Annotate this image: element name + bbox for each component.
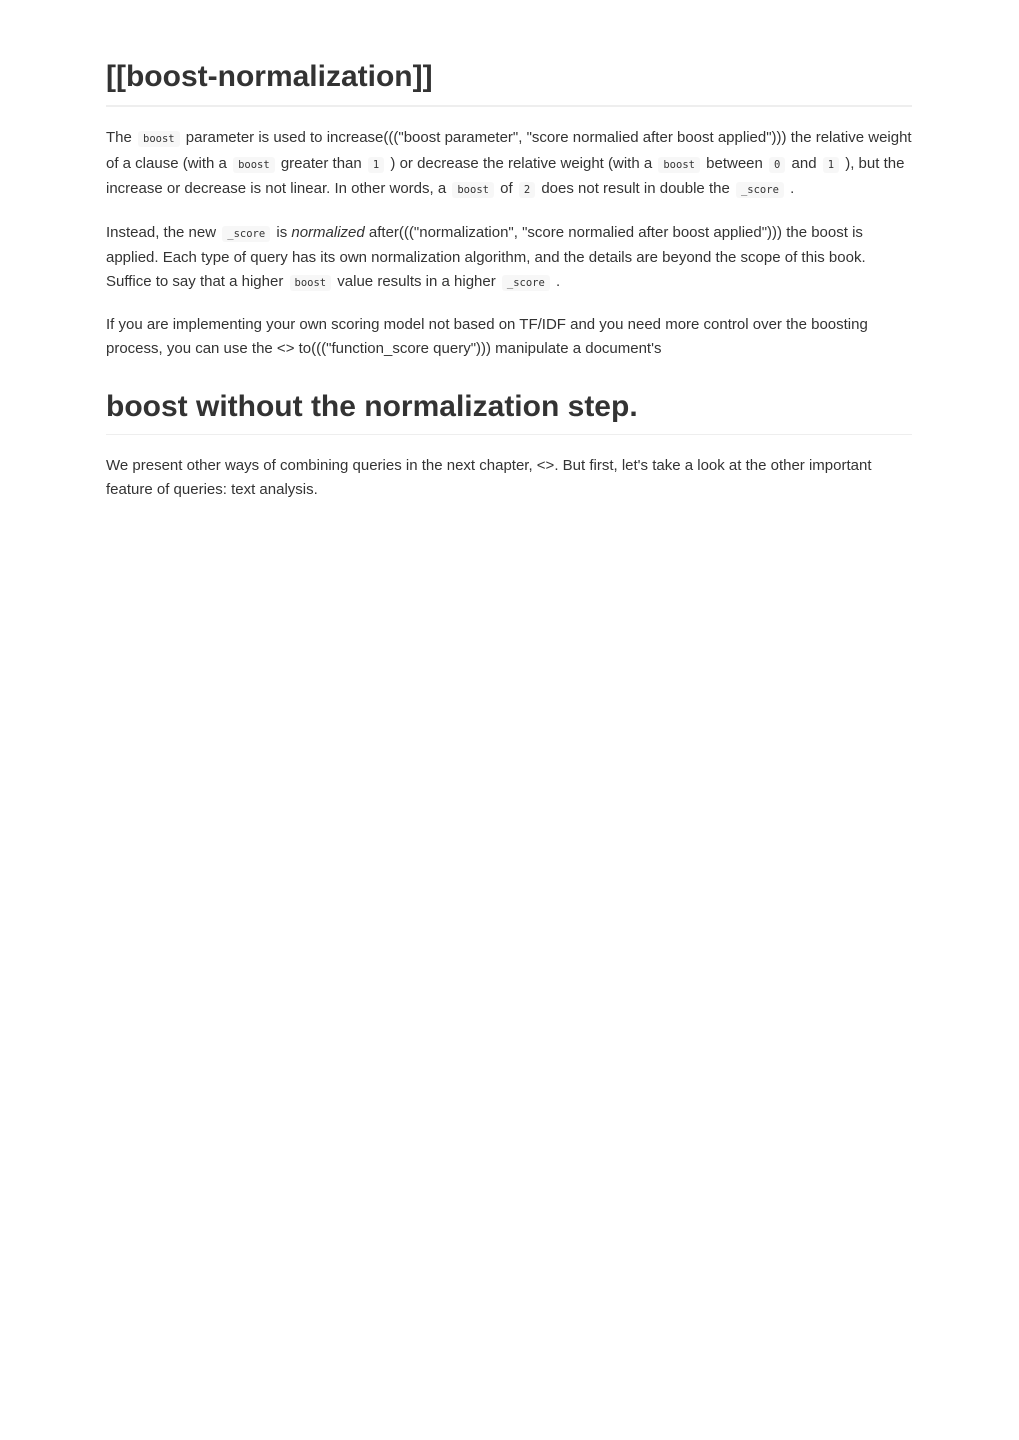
text-run: between [701,154,768,172]
inline-code-score: _score [222,226,270,242]
inline-code-score: _score [502,275,550,291]
inline-code-boost: boost [233,157,275,173]
text-run: greater than [276,154,366,172]
text-run: . [785,180,795,197]
section-heading-boost-normalization: [[boost-normalization]] [106,58,912,107]
inline-code-zero: 0 [769,157,785,173]
text-run: parameter is used to increase((("boost parameter", "score normalied after boost applied"))) the relative weight of a clause (with a [106,129,912,172]
text-run: after((("normalization", "score normalied after boost applied"))) the boost is applied. Each type of query has its own normalization algorithm, and the details are beyond the scope of this book. Suffice to say that a higher [106,223,866,290]
inline-code-one: 1 [823,157,839,173]
text-run: value results in a higher [333,272,500,290]
inline-code-one: 1 [368,157,384,173]
paragraph-next-chapter: We present other ways of combining queries in the next chapter, <>. But first, let's take a look at the other important feature of queries: text analysis. [106,457,872,498]
section-heading-boost-without-normalization: boost without the normalization step. [106,388,912,435]
text-run: ), but the increase or decrease is not linear. In other words, a [106,154,905,197]
inline-code-score: _score [736,182,784,198]
text-run: is [272,223,292,241]
inline-code-boost: boost [658,157,700,173]
paragraph-custom-scoring: If you are implementing your own scoring model not based on TF/IDF and you need more control over the boosting process, you can use the <> to((("function_score query"))) manipulate a document's [106,316,868,357]
emphasis-normalized: normalized [291,223,365,241]
text-run: of [495,180,517,197]
text-run: The [106,129,137,146]
text-run: Instead, the new [106,223,221,241]
paragraph-normalized-score [106,221,912,296]
paragraph-boost-parameter [106,126,912,203]
inline-code-boost: boost [452,182,494,198]
text-run: ) or decrease the relative weight (with a [386,154,657,172]
inline-code-boost: boost [138,131,180,147]
text-run: . [551,272,561,290]
inline-code-boost: boost [290,275,332,291]
text-run: and [787,154,821,172]
text-run: does not result in double the [537,180,734,197]
inline-code-two: 2 [519,182,535,198]
